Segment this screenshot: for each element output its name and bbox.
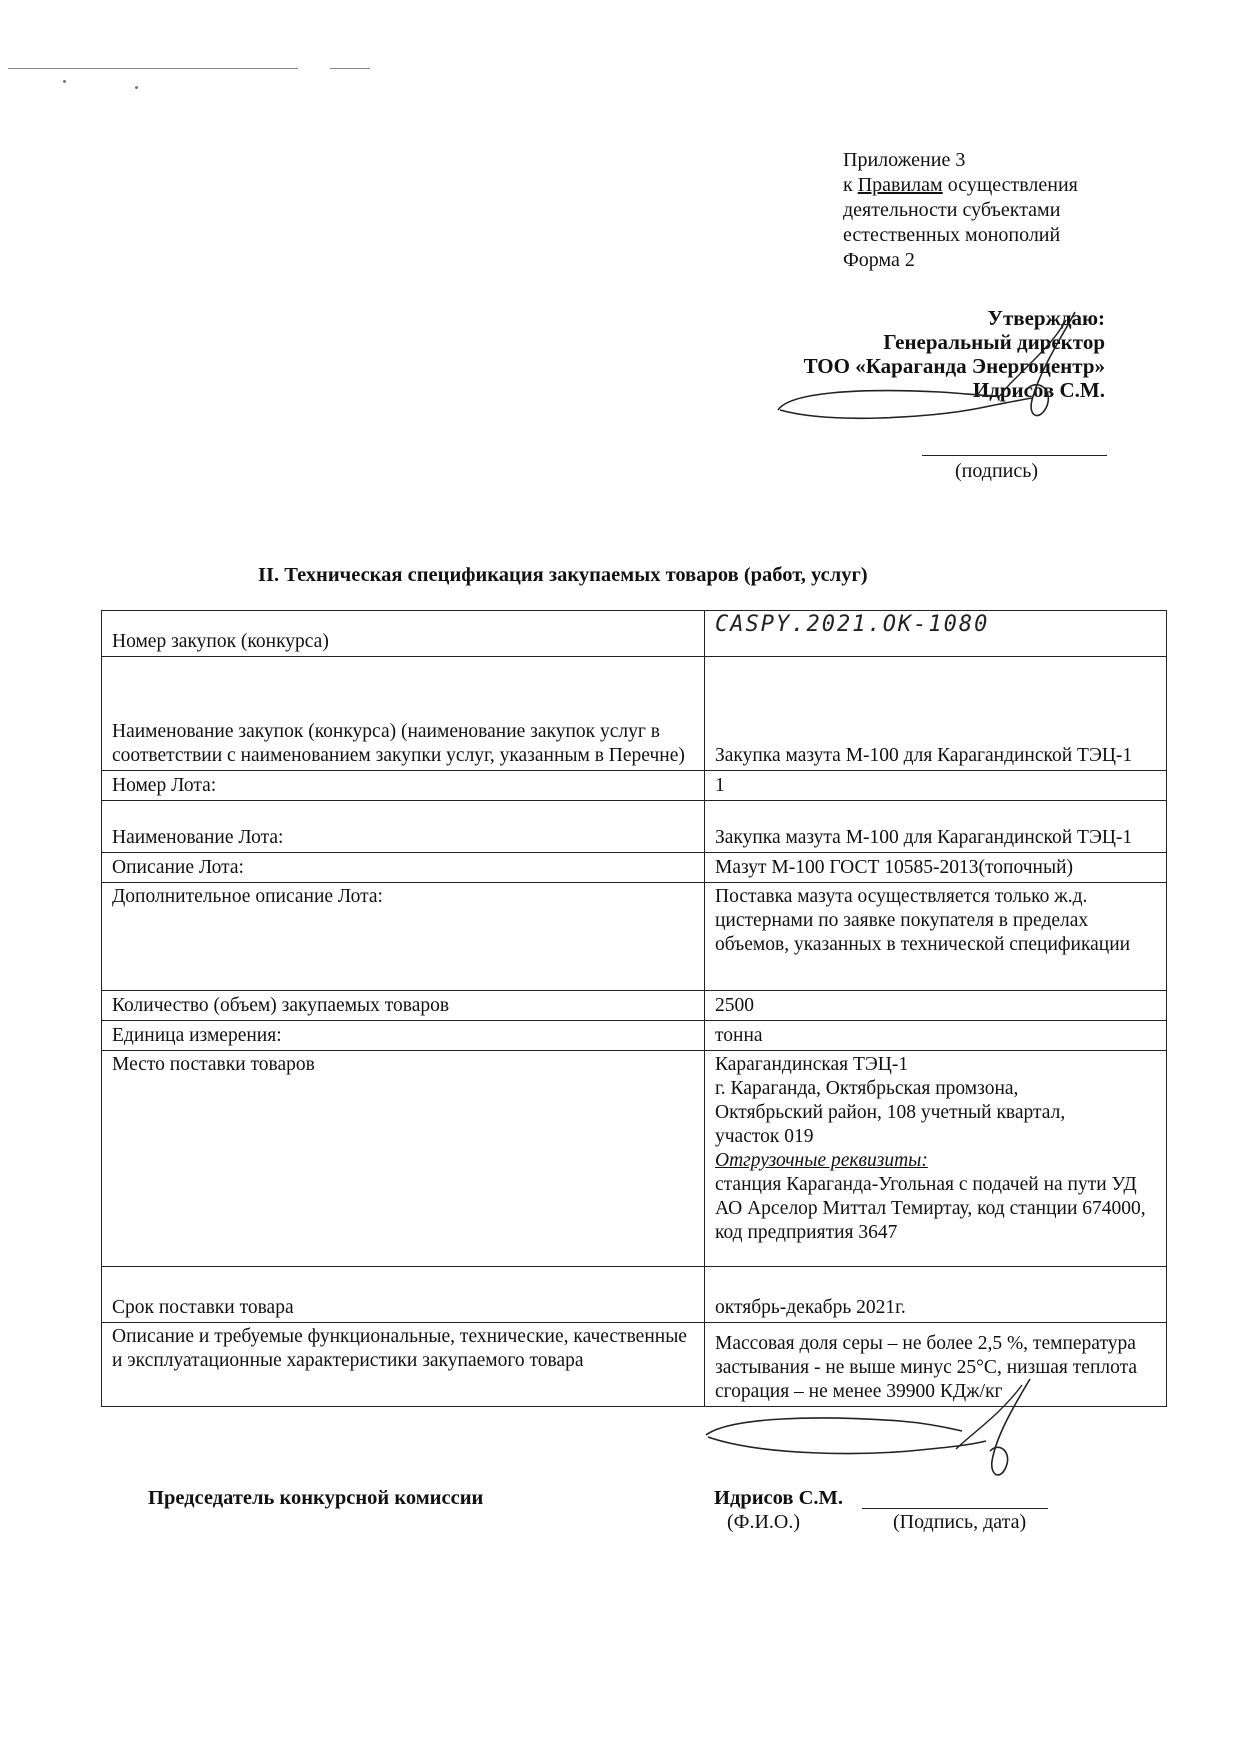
- annex-line-2-prefix: к: [843, 174, 858, 196]
- table-row: [102, 1021, 1167, 1051]
- procurement-number-handwritten: CASPY.2021.OK-1080: [705, 611, 1167, 657]
- scan-artifact-line: [8, 68, 298, 69]
- annex-line-2: [843, 173, 1078, 198]
- table-row: [102, 657, 1167, 771]
- table-row: [102, 853, 1167, 883]
- row-label: Единица измерения:: [102, 1021, 705, 1051]
- annex-line-1: Приложение 3: [843, 149, 966, 171]
- chairman-signature: [700, 1375, 1040, 1485]
- row-value: Закупка мазута М-100 для Карагандинской ТЭЦ-1: [705, 657, 1167, 771]
- row-value: Поставка мазута осуществляется только ж.д. цистернами по заявке покупателя в пределах объемов, указанных в технической спецификации: [705, 883, 1167, 991]
- row-label: Срок поставки товара: [102, 1267, 705, 1323]
- delivery-line: участок 019: [715, 1126, 814, 1147]
- approval-line-4: Идрисов С.М.: [972, 378, 1105, 402]
- approval-line-1: Утверждаю:: [987, 306, 1105, 330]
- row-value: тонна: [705, 1021, 1167, 1051]
- rules-link: Правилам: [857, 174, 943, 196]
- row-label: Дополнительное описание Лота:: [102, 883, 705, 991]
- table-row: [102, 1267, 1167, 1323]
- technical-specification-table: [101, 610, 1167, 1407]
- row-label: Номер закупок (конкурса): [102, 611, 705, 657]
- shipping-details-heading: Отгрузочные реквизиты:: [715, 1150, 928, 1171]
- row-value: Мазут М-100 ГОСТ 10585-2013(топочный): [705, 853, 1167, 883]
- row-label: Место поставки товаров: [102, 1051, 705, 1267]
- annex-line-3: деятельности субъектами: [843, 199, 1061, 221]
- row-label: Наименование Лота:: [102, 801, 705, 853]
- row-value: Массовая доля серы – не более 2,5 %, температура застывания - не выше минус 25°С, низшая теплота сгорация – не менее 39900 КДж/кг: [705, 1323, 1167, 1407]
- table-row: [102, 991, 1167, 1021]
- approval-line-3: ТОО «Караганда Энергоцентр»: [803, 354, 1105, 378]
- table-row: [102, 611, 1167, 657]
- table-row: [102, 771, 1167, 801]
- delivery-line: Карагандинская ТЭЦ-1: [715, 1054, 909, 1075]
- delivery-line: Октябрьский район, 108 учетный квартал,: [715, 1102, 1066, 1123]
- delivery-place-value: [705, 1051, 1167, 1267]
- row-value: октябрь-декабрь 2021г.: [705, 1267, 1167, 1323]
- approval-line-2: Генеральный директор: [883, 330, 1105, 354]
- approval-signature-line: [922, 455, 1107, 456]
- approval-signature-caption: (подпись): [955, 460, 1039, 482]
- caption-full-name: (Ф.И.О.): [727, 1511, 801, 1533]
- row-value: 2500: [705, 991, 1167, 1021]
- row-label: Описание Лота:: [102, 853, 705, 883]
- annex-line-2-suffix: осуществления: [942, 174, 1078, 196]
- annex-line-4: естественных монополий: [843, 224, 1061, 246]
- row-label: Количество (объем) закупаемых товаров: [102, 991, 705, 1021]
- annex-header: [843, 148, 1078, 273]
- table-row: [102, 801, 1167, 853]
- scan-artifact-speck: [135, 86, 138, 89]
- row-value: 1: [705, 771, 1167, 801]
- scan-artifact-line: [330, 68, 370, 69]
- row-label: Описание и требуемые функциональные, технические, качественные и эксплуатационные характеристики закупаемого товара: [102, 1323, 705, 1407]
- delivery-line: г. Караганда, Октябрьская промзона,: [715, 1078, 1019, 1099]
- annex-line-5: Форма 2: [843, 249, 915, 271]
- caption-signature-date: (Подпись, дата): [893, 1511, 1027, 1533]
- row-label: Номер Лота:: [102, 771, 705, 801]
- table-row: [102, 1051, 1167, 1267]
- shipping-details-text: станция Караганда-Угольная с подачей на пути УД АО Арселор Миттал Темиртау, код станции 674000, код предприятия 3647: [715, 1174, 1146, 1243]
- row-value: Закупка мазута М-100 для Карагандинской ТЭЦ-1: [705, 801, 1167, 853]
- chairman-title: Председатель конкурсной комиссии: [148, 1487, 484, 1509]
- chairman-name: Идрисов С.М.: [714, 1487, 843, 1509]
- section-title: II. Техническая спецификация закупаемых товаров (работ, услуг): [258, 564, 868, 586]
- chairman-signature-line: [862, 1508, 1048, 1509]
- row-label: Наименование закупок (конкурса) (наименование закупок услуг в соответствии с наименованием закупки услуг, указанным в Перечне): [102, 657, 705, 771]
- scan-artifact-speck: [63, 80, 66, 83]
- table-row: [102, 883, 1167, 991]
- director-signature: [770, 300, 1100, 430]
